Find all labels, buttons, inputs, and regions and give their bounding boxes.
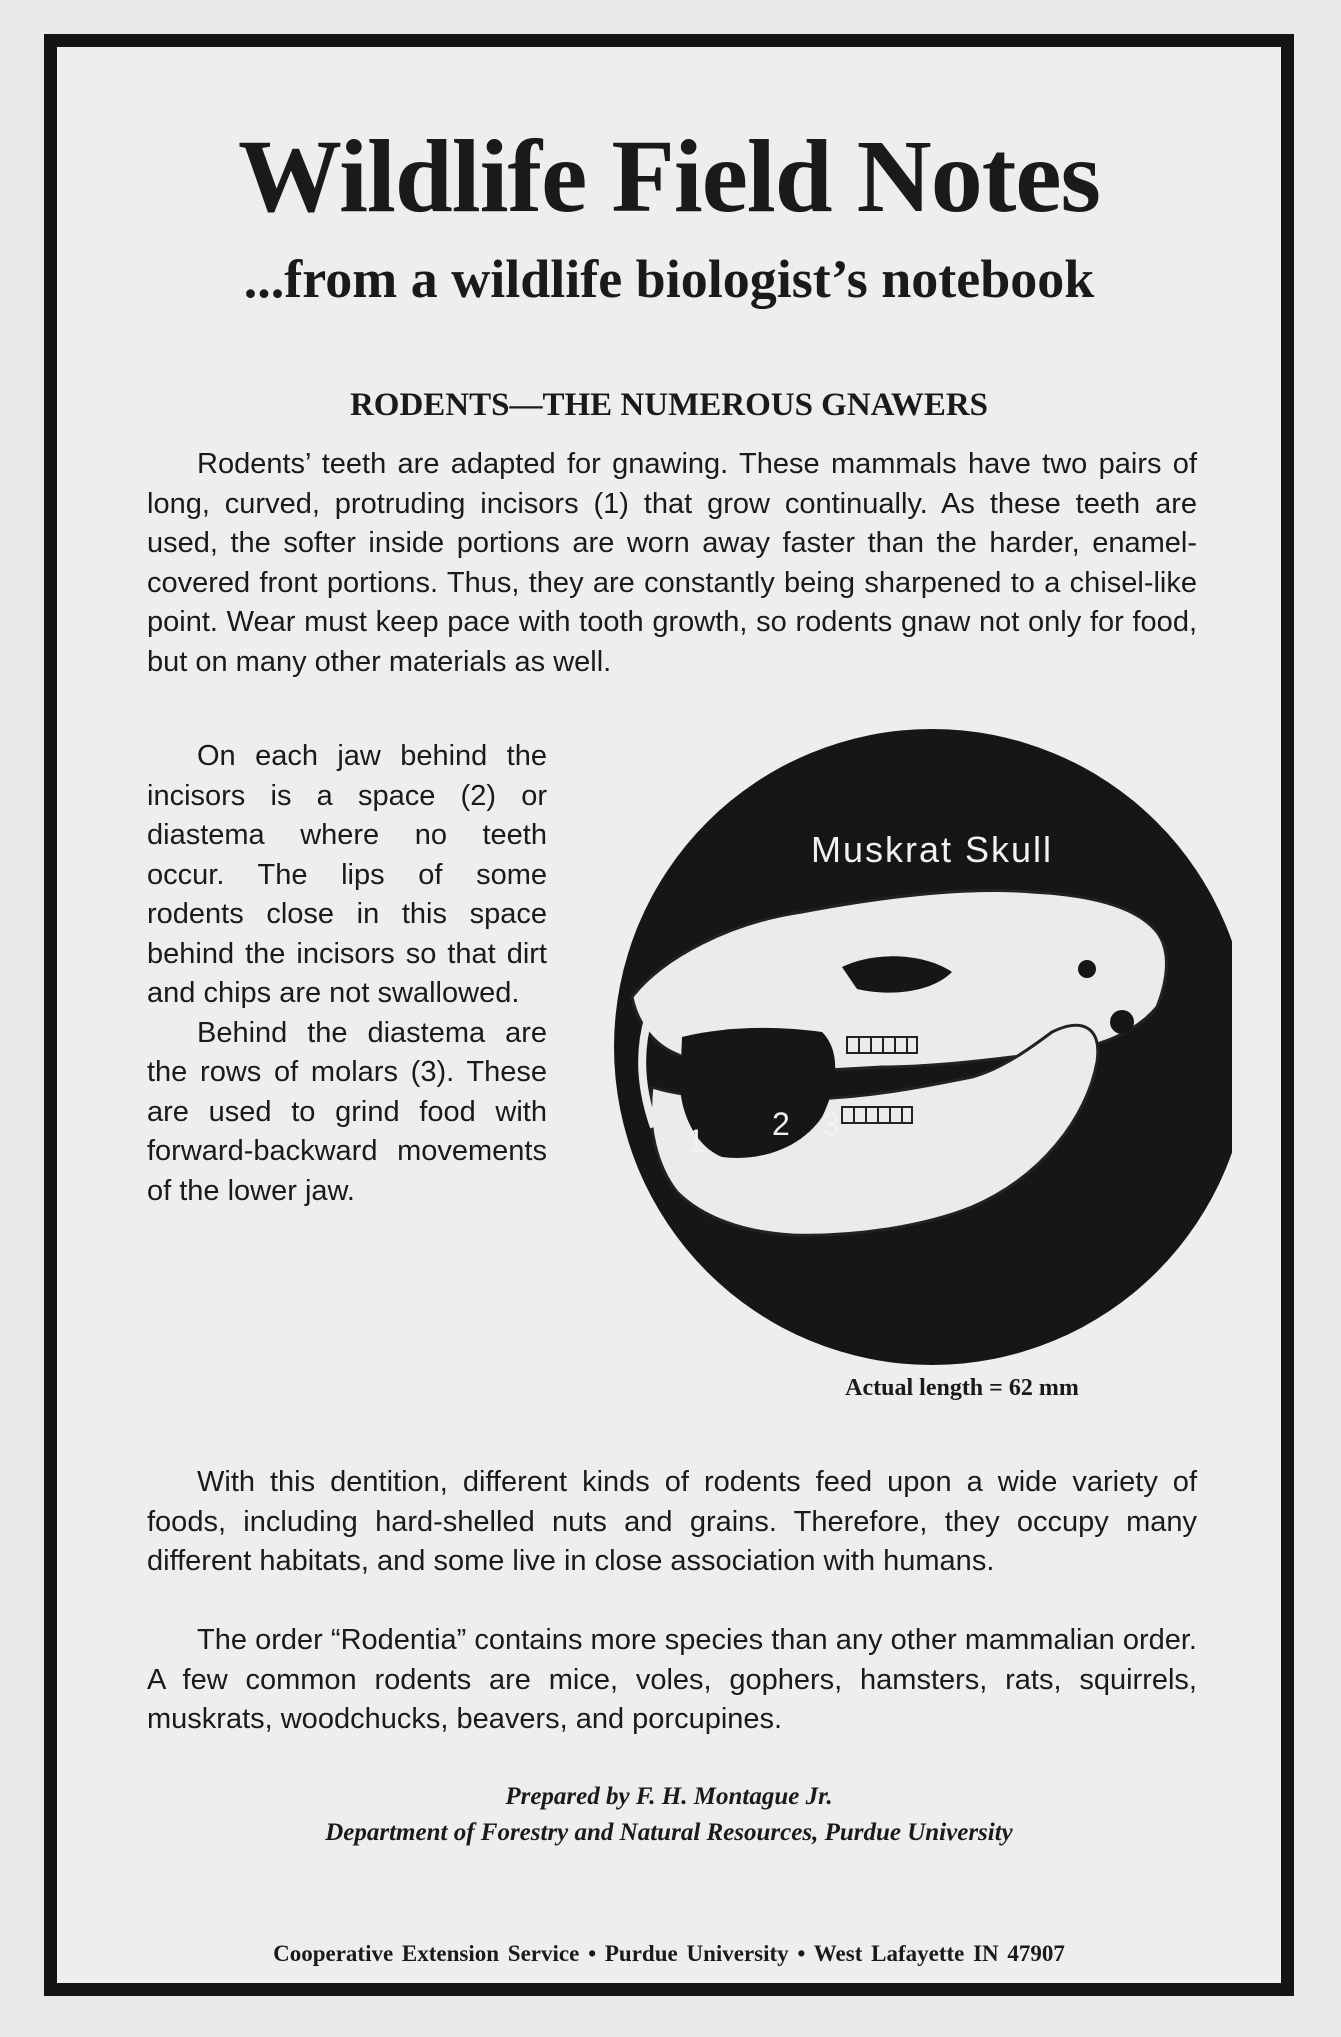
marker-diastema: 2 xyxy=(772,1106,790,1142)
paragraph-dentition: With this dentition, different kinds of rodents feed upon a wide variety of foods, including hard-shelled nuts and grains. Therefore, they occupy many different habitats, and some live in close association with humans. xyxy=(147,1466,1197,1577)
figure-caption: Actual length = 62 mm xyxy=(845,1375,1079,1401)
footer-text: Cooperative Extension Service • Purdue University • West Lafayette IN 47907 xyxy=(273,1941,1065,1966)
figure-label: Muskrat Skull xyxy=(810,829,1054,870)
side-column xyxy=(147,737,547,1211)
page-subtitle: ...from a wildlife biologist’s notebook xyxy=(243,249,1095,309)
article-heading: RODENTS—THE NUMEROUS GNAWERS xyxy=(349,387,989,423)
paragraph-rodentia: The order “Rodentia” contains more species than any other mammalian order. A few common rodents are mice, voles, gophers, hamsters, rats, squirrels, muskrats, woodchucks, beavers, and porcupines. xyxy=(147,1624,1197,1735)
decorative-border-frame xyxy=(44,34,1294,1996)
paragraph-teeth-adaptation: Rodents’ teeth are adapted for gnawing. These mammals have two pairs of long, curved, protruding incisors (1) that grow continually. As these teeth are used, the softer inside portions are worn away faster than the harder, enamel-covered front portions. Thus, they are constantly being sharpened to a chisel-like point. Wear must keep pace with tooth growth, so rodents gnaw not only for food, but on many other materials as well. xyxy=(147,448,1197,678)
paragraph-diastema: On each jaw behind the incisors is a space (2) or diastema where no teeth occur. The lips of some rodents close in this space behind the incisors so that dirt and chips are not swallowed. xyxy=(147,740,547,1009)
marker-incisors: 1 xyxy=(687,1123,705,1159)
page-title: Wildlife Field Notes xyxy=(237,119,1101,234)
skull-illustration xyxy=(592,707,1232,1367)
muskrat-skull-figure xyxy=(592,707,1232,1427)
ear-opening xyxy=(1110,1010,1134,1034)
skull-detail-dot xyxy=(1078,960,1096,978)
marker-molars: 3 xyxy=(822,1106,840,1142)
prepared-by: Prepared by F. H. Montague Jr. xyxy=(505,1783,833,1810)
paragraph-molars: Behind the diastema are the rows of molars (3). These are used to grind food with forward-backward movements of the lower jaw. xyxy=(147,1016,547,1207)
department: Department of Forestry and Natural Resources, Purdue University xyxy=(325,1819,1013,1846)
